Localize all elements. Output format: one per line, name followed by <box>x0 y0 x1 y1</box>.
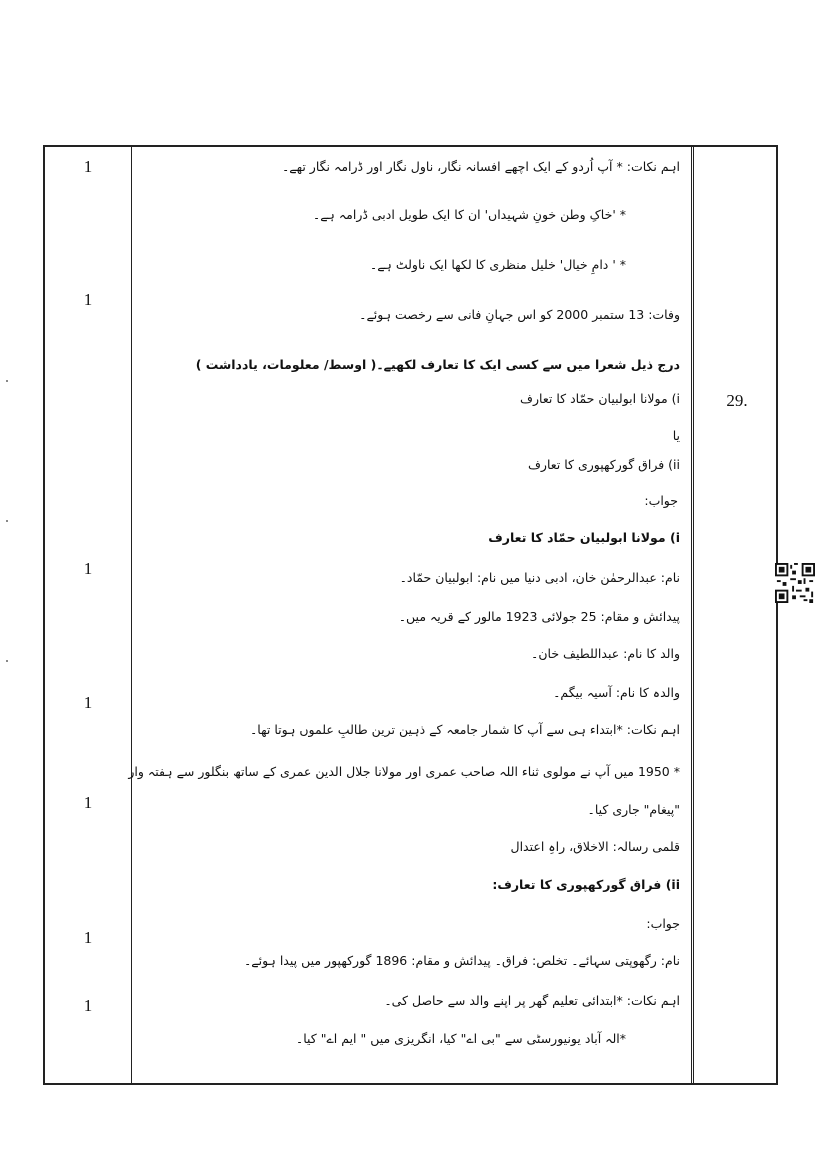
question-option: یا <box>672 428 680 443</box>
answer-line: قلمی رسالہ: الاخلاق، راہِ اعتدال <box>510 839 680 854</box>
answer-subheading: i) مولانا ابولبیان حمّاد کا تعارف <box>488 530 680 545</box>
answer-subheading: ii) فراق گورکھپوری کا تعارف: <box>492 877 680 892</box>
answer-line: اہم نکات: *ابتداء ہی سے آپ کا شمار جامعہ کے ذہین ترین طالبِ علموں ہوتا تھا۔ <box>249 722 680 737</box>
answer-line: وفات: 13 ستمبر 2000 کو اس جہانِ فانی سے رخصت ہوئے۔ <box>359 307 680 322</box>
answer-line: * 'خاکِ وطن خونِ شہیداں' ان کا ایک طویل ادبی ڈرامہ ہے۔ <box>312 207 626 222</box>
answer-heading: جواب: <box>646 916 680 931</box>
question-text: درج ذیل شعرا میں سے کسی ایک کا تعارف لکھیے۔( اوسط/ معلومات، یادداشت ) <box>195 357 680 372</box>
column-divider-qno <box>691 147 694 1083</box>
mark-value: 1 <box>83 928 93 947</box>
scan-mark <box>6 660 8 662</box>
answer-line: *الہ آباد یونیورسٹی سے "بی اے" کیا، انگریزی میں " ایم اے" کیا۔ <box>295 1031 626 1046</box>
answer-line: "پیغام" جاری کیا۔ <box>587 802 680 817</box>
mark-value: 1 <box>83 559 93 578</box>
answer-line: والد کا نام: عبداللطیف خان۔ <box>531 646 680 661</box>
mark-value: 1 <box>83 157 93 176</box>
question-number: 29. <box>726 391 748 410</box>
scan-mark <box>6 380 8 382</box>
scan-mark <box>6 520 8 522</box>
question-option: i) مولانا ابولبیان حمّاد کا تعارف <box>520 391 680 406</box>
answer-line: نام: عبدالرحمٰن خان، ادبی دنیا میں نام: ابولبیان حمّاد۔ <box>399 570 680 585</box>
mark-value: 1 <box>83 693 93 712</box>
answer-heading: جواب: <box>644 493 678 508</box>
answer-table <box>43 145 778 1085</box>
answer-line: نام: رگھوپتی سہائے۔ تخلص: فراق۔ پیدائش و مقام: 1896 گورکھپور میں پیدا ہوئے۔ <box>243 953 680 968</box>
mark-value: 1 <box>83 290 93 309</box>
qr-code-icon <box>775 563 815 603</box>
answer-line: والدہ کا نام: آسیہ بیگم۔ <box>553 685 680 700</box>
answer-line: اہم نکات: *ابتدائی تعلیم گھر پر اپنے والد سے حاصل کی۔ <box>384 993 680 1008</box>
mark-value: 1 <box>83 996 93 1015</box>
answer-line: * 1950 میں آپ نے مولوی ثناء اللہ صاحب عمری اور مولانا جلال الدین عمری کے ساتھ بنگلور سے ہفتہ وار <box>128 764 680 779</box>
question-option: ii) فراق گورکھپوری کا تعارف <box>527 457 680 472</box>
mark-value: 1 <box>83 793 93 812</box>
answer-line: * ' دامِ خیال' خلیل منظری کا لکھا ایک ناولٹ ہے۔ <box>369 257 626 272</box>
column-divider-marks <box>131 147 132 1083</box>
answer-line: پیدائش و مقام: 25 جولائی 1923 مالور کے قریہ میں۔ <box>398 609 680 624</box>
answer-line: اہم نکات: * آپ اُردو کے ایک اچھے افسانہ نگار، ناول نگار اور ڈرامہ نگار تھے۔ <box>281 159 680 174</box>
marks-column <box>45 147 131 1083</box>
